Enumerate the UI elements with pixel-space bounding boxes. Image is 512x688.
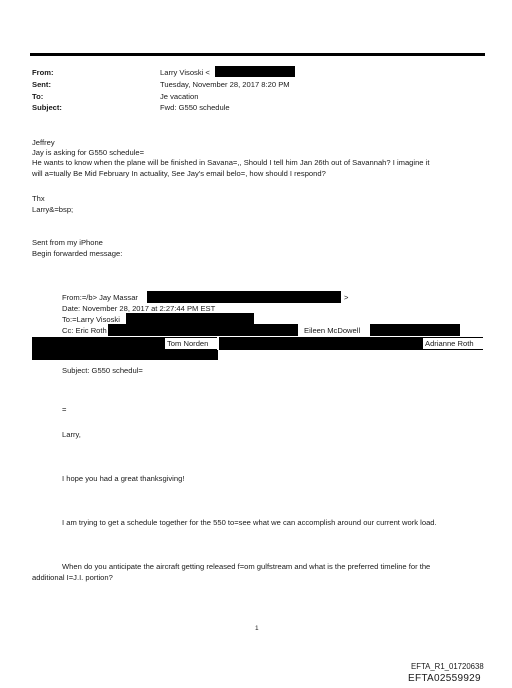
from-label: From:	[32, 68, 54, 77]
redaction-from	[215, 66, 295, 77]
fwd-date-line: Date: November 28, 2017 at 2:27:44 PM EST	[62, 304, 216, 313]
redaction-cc-5	[32, 350, 218, 360]
fwd-from-line: From:=/b> Jay Massar	[62, 293, 138, 302]
fwd-from-end: >	[344, 293, 349, 302]
fwd-subject-line: Subject: G550 schedul=	[62, 366, 143, 375]
thx: Thx	[32, 194, 45, 203]
subject-value: Fwd: G550 schedule	[160, 103, 230, 112]
redaction-fwd-to	[126, 313, 254, 324]
fwd-cc-adrianne: Adrianne Roth	[425, 339, 474, 348]
fwd-to-line: To:=Larry Visoski	[62, 315, 120, 324]
sent-label: Sent:	[32, 80, 51, 89]
fwd-when-line-2: additional I=J.I. portion?	[32, 573, 113, 582]
fwd-cc-line: Cc: Eric Roth	[62, 326, 107, 335]
fwd-cc-tom: Tom Norden	[167, 339, 209, 348]
fwd-hope: I hope you had a great thanksgiving!	[62, 474, 185, 483]
to-label: To:	[32, 92, 44, 101]
cc-tom-box	[165, 337, 217, 350]
redaction-fwd-from	[147, 291, 341, 303]
body-line-3: will a=tually Be Mid February In actuality, See Jay's email belo=, how should I respond?	[32, 169, 326, 178]
redaction-cc-4	[219, 337, 423, 350]
subject-label: Subject:	[32, 103, 62, 112]
bates-number-2: EFTA02559929	[408, 673, 481, 684]
to-value: Je vacation	[160, 92, 199, 101]
bates-number-1: EFTA_R1_01720638	[411, 662, 484, 671]
redaction-cc-2	[370, 324, 460, 336]
sent-value: Tuesday, November 28, 2017 8:20 PM	[160, 80, 290, 89]
body-line-1: Jay is asking for G550 schedule=	[32, 148, 145, 157]
sent-from: Sent from my iPhone	[32, 238, 103, 247]
header-rule	[30, 53, 485, 56]
cc-adrianne-box	[423, 337, 483, 350]
from-value: Larry Visoski <	[160, 68, 210, 77]
redaction-cc-1	[108, 324, 298, 336]
fwd-cc-eileen: Eileen McDowell	[304, 326, 361, 335]
fwd-eq: =	[62, 405, 67, 414]
fwd-when-line-1: When do you anticipate the aircraft getting released f=om gulfstream and what is the preferred timeline for the	[62, 562, 431, 571]
fwd-salutation: Larry,	[62, 430, 81, 439]
redaction-cc-3	[32, 337, 165, 350]
greeting: Jeffrey	[32, 138, 55, 147]
begin-forwarded: Begin forwarded message:	[32, 249, 123, 258]
signature: Larry&=bsp;	[32, 205, 74, 214]
body-line-2: He wants to know when the plane will be finished in Savana=,, Should I tell him Jan 26th out of Savannah? I imagine it	[32, 158, 430, 167]
page-number: 1	[255, 625, 259, 632]
fwd-trying: I am trying to get a schedule together for the 550 to=see what we can accomplish around our current work load.	[62, 518, 437, 527]
